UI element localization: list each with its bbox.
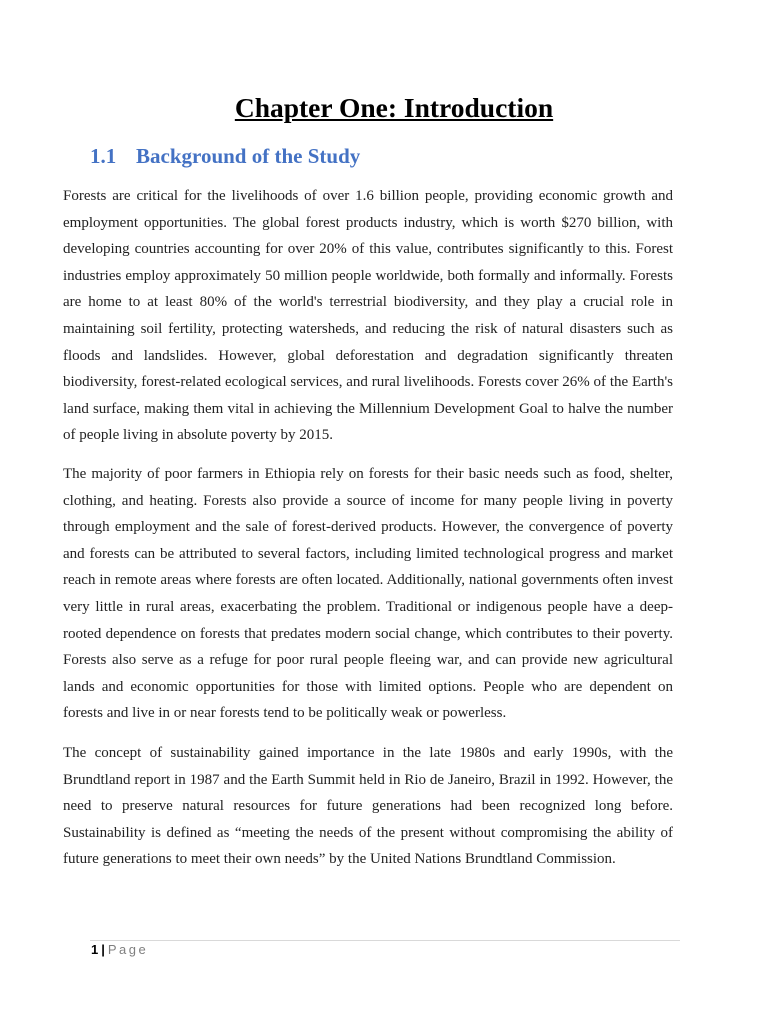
footer-divider	[90, 940, 680, 941]
body-paragraph-2: The majority of poor farmers in Ethiopia rely on forests for their basic needs such as food, shelter, clothing, and heating. Forests also provide a source of income for many people living in poverty through employment and the sale of forest-derived products. However, the convergence of poverty and forests can be attributed to several factors, including limited technological progress and market reach in remote areas where forests are often located. Additionally, national governments often invest very little in rural areas, exacerbating the problem. Traditional or indigenous people have a deep-rooted dependence on forests that predates modern social change, which contributes to their poverty. Forests also serve as a refuge for poor rural people fleeing war, and can provide new agricultural lands and economic opportunities for those with limited options. People who are dependent on forests and live in or near forests tend to be politically weak or powerless.	[63, 466, 673, 722]
page-number: 1	[91, 942, 99, 957]
page-label: Page	[107, 942, 149, 957]
body-paragraph-3: The concept of sustainability gained importance in the late 1980s and early 1990s, with the Brundtland report in 1987 and the Earth Summit held in Rio de Janeiro, Brazil in 1992. However, the need to preserve natural resources for future generations had been recognized long before. Sustainability is defined as “meeting the needs of the present without compromising the ability of future generations to meet their own needs” by the United Nations Brundtland Commission.	[63, 745, 673, 868]
section-heading	[90, 144, 360, 169]
page-footer	[91, 942, 148, 957]
footer-separator: |	[101, 942, 105, 957]
body-paragraph-1: Forests are critical for the livelihoods of over 1.6 billion people, providing economic growth and employment opportunities. The global forest products industry, which is worth $270 billion, with developing countries accounting for over 20% of this value, contributes significantly to this. Forest industries employ approximately 50 million people worldwide, both formally and informally. Forests are home to at least 80% of the world's terrestrial biodiversity, and they play a crucial role in maintaining soil fertility, protecting watersheds, and reducing the risk of natural disasters such as floods and landslides. However, global deforestation and degradation significantly threaten biodiversity, forest-related ecological services, and rural livelihoods. Forests cover 26% of the Earth's land surface, making them vital in achieving the Millennium Development Goal to halve the number of people living in absolute poverty by 2015.	[63, 188, 673, 444]
section-number: 1.1	[90, 144, 117, 168]
chapter-title: Chapter One: Introduction	[234, 92, 554, 123]
section-title: Background of the Study	[136, 144, 361, 168]
